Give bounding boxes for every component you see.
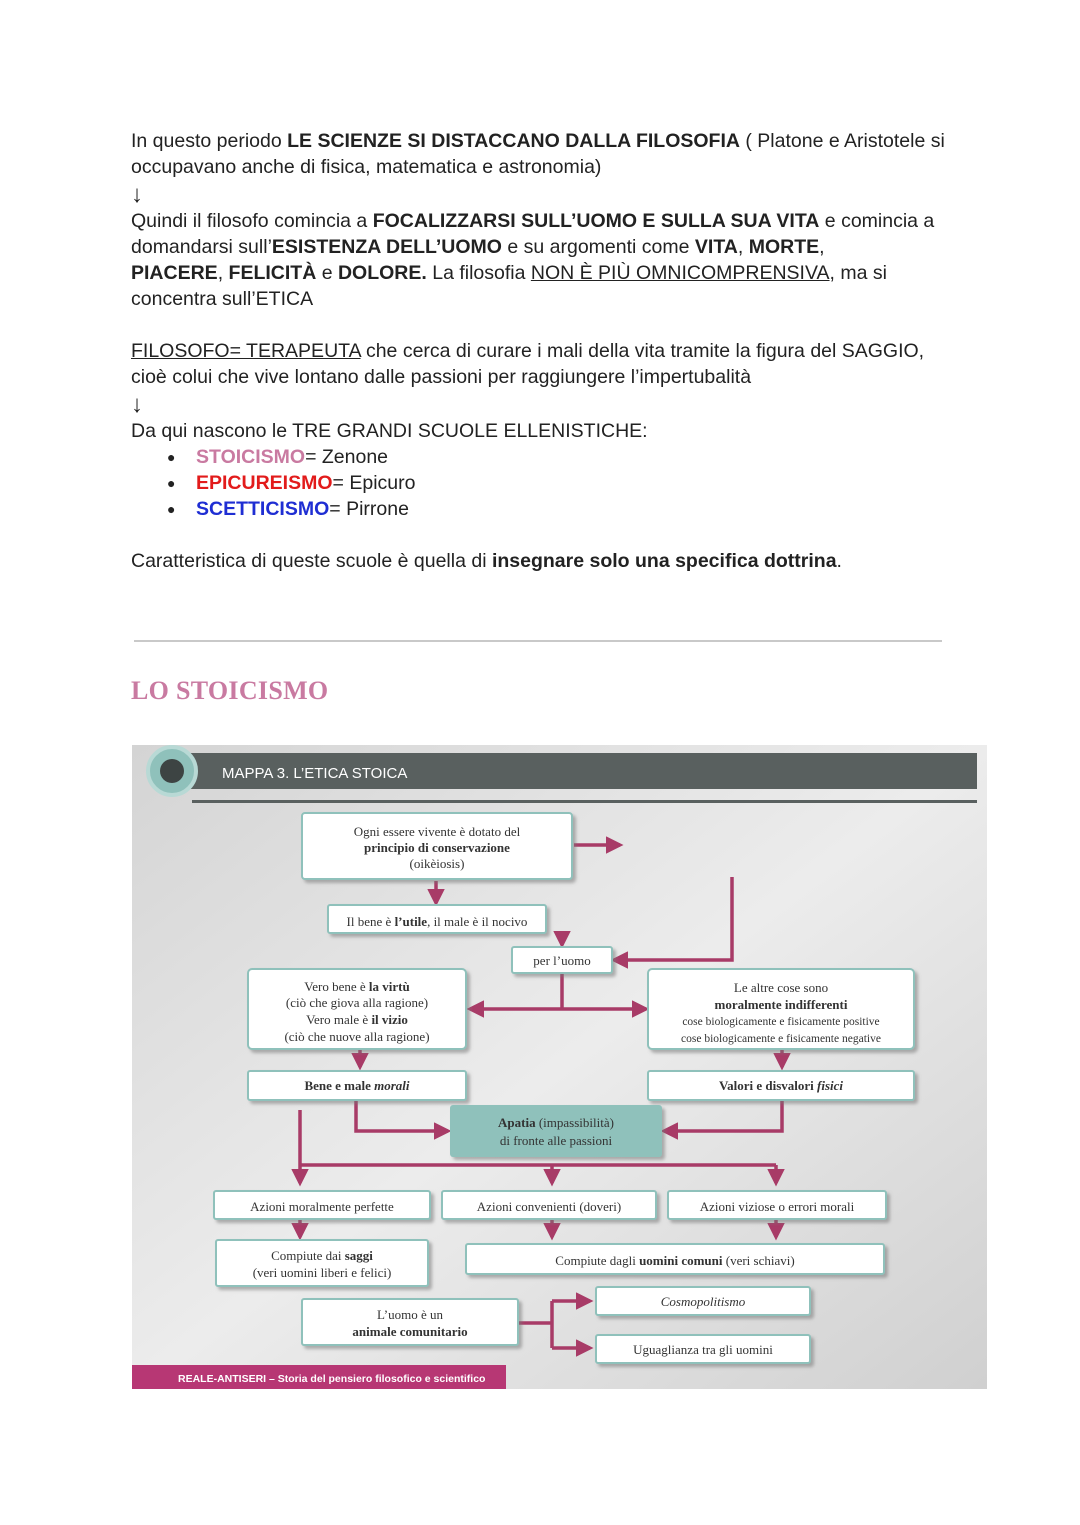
box-text: Uguaglianza tra gli uomini — [633, 1342, 773, 1357]
concept-map — [132, 745, 987, 1389]
school-founder: = Pirrone — [329, 498, 409, 520]
text: , — [819, 236, 825, 258]
school-name: SCETTICISMO — [196, 498, 330, 520]
box-text: animale comunitario — [352, 1324, 468, 1339]
text: e — [316, 262, 338, 284]
box-text: (ciò che giova alla ragione) — [285, 995, 429, 1010]
underlined-text: NON È PIÙ OMNICOMPRENSIVA — [530, 262, 830, 284]
box-text: Ogni essere vivente è dotato del — [353, 824, 521, 839]
schools-list — [131, 444, 951, 522]
section-heading: LO STOICISMO — [131, 676, 329, 705]
text: Quindi il filosofo comincia a — [131, 210, 373, 232]
text: e comincia a domandarsi sull’ — [131, 210, 935, 258]
map-badge-inner-icon — [160, 759, 184, 783]
box-text: di fronte alle passioni — [499, 1133, 613, 1148]
text: Caratteristica di queste scuole è quella di — [131, 550, 492, 572]
bold-text: LE SCIENZE SI DISTACCANO DALLA FILOSOFIA — [287, 130, 740, 152]
text: e su argomenti come — [501, 236, 695, 258]
text: La filosofia — [426, 262, 531, 284]
school-founder: = Epicuro — [332, 472, 416, 494]
bold-text: ESISTENZA DELL’UOMO — [271, 236, 502, 258]
box-text: principio di conservazione — [364, 840, 510, 855]
box-text: Azioni viziose o errori morali — [699, 1199, 855, 1214]
box-text: Valori e disvalori fisici — [718, 1078, 844, 1093]
text: che cerca di curare i mali della vita tramite la figura del SAGGIO, cioè colui che vive lontano dalle passioni per raggiungere l’impertubalità — [131, 340, 925, 388]
map-title: MAPPA 3. L’ETICA STOICA — [222, 765, 408, 782]
text: , — [737, 236, 749, 258]
box-text: per l’uomo — [533, 953, 591, 968]
bold-text: insegnare solo una specifica dottrina — [491, 550, 837, 572]
box-text: Compiute dai saggi — [271, 1248, 373, 1263]
box-text: Il bene è l’utile, il male è il nocivo — [346, 914, 528, 929]
box-text: Compiute dagli uomini comuni (veri schiavi) — [555, 1253, 795, 1268]
box-text: Vero male è il vizio — [306, 1012, 408, 1027]
box-text: Azioni moralmente perfette — [250, 1199, 394, 1214]
box-text: (veri uomini liberi e felici) — [252, 1265, 392, 1280]
box-text: Azioni convenienti (doveri) — [476, 1199, 622, 1214]
school-name: EPICUREISMO — [196, 472, 333, 494]
box-text: (ciò che nuove alla ragione) — [284, 1029, 430, 1044]
horizontal-divider — [134, 640, 942, 642]
school-name: STOICISMO — [196, 446, 306, 468]
document-body — [131, 128, 951, 574]
box-text: cose biologicamente e fisicamente negative — [681, 1033, 881, 1045]
map-header-line — [192, 800, 977, 803]
intro-paragraph — [131, 128, 951, 180]
box-text: Apatia (impassibilità) — [498, 1115, 614, 1130]
focus-paragraph — [131, 208, 951, 312]
box-text: Vero bene è la virtù — [304, 979, 410, 994]
school-founder: = Zenone — [305, 446, 389, 468]
list-item — [167, 470, 951, 496]
box-apatia — [450, 1105, 662, 1157]
bold-text: MORTE — [748, 236, 820, 258]
bold-text: FOCALIZZARSI SULL’UOMO E SULLA SUA VITA — [372, 210, 820, 232]
underlined-text: FILOSOFO= TERAPEUTA — [131, 340, 361, 362]
down-arrow-icon: ↓ — [131, 391, 143, 418]
down-arrow-icon: ↓ — [131, 181, 143, 208]
list-item — [167, 496, 951, 522]
text: ( Platone e Aristotele si occupavano anche di fisica, matematica e astronomia) — [131, 130, 945, 178]
map-footer-text: REALE-ANTISERI – Storia del pensiero filosofico e scientifico — [178, 1373, 486, 1385]
bold-text: VITA — [694, 236, 738, 258]
list-item — [167, 444, 951, 470]
bold-text: PIACERE — [131, 262, 218, 284]
text: . — [836, 550, 842, 572]
schools-intro: Da qui nascono le TRE GRANDI SCUOLE ELLENISTICHE: — [131, 420, 648, 442]
text: In questo periodo — [131, 130, 288, 152]
box-text: Bene e male morali — [304, 1078, 410, 1093]
bold-text: FELICITÀ — [228, 262, 317, 284]
schools-feature-paragraph — [131, 548, 951, 574]
box-text: Cosmopolitismo — [660, 1294, 746, 1309]
box-text: (oikèiosis) — [409, 856, 465, 871]
box-text: cose biologicamente e fisicamente positive — [682, 1016, 880, 1028]
box-text: L’uomo è un — [377, 1307, 443, 1322]
therapist-paragraph — [131, 338, 951, 390]
text: , — [217, 262, 229, 284]
text: , ma si concentra sull’ETICA — [131, 262, 887, 310]
bold-text: DOLORE. — [337, 262, 427, 284]
box-text: moralmente indifferenti — [714, 997, 848, 1012]
box-text: Le altre cose sono — [733, 980, 829, 995]
